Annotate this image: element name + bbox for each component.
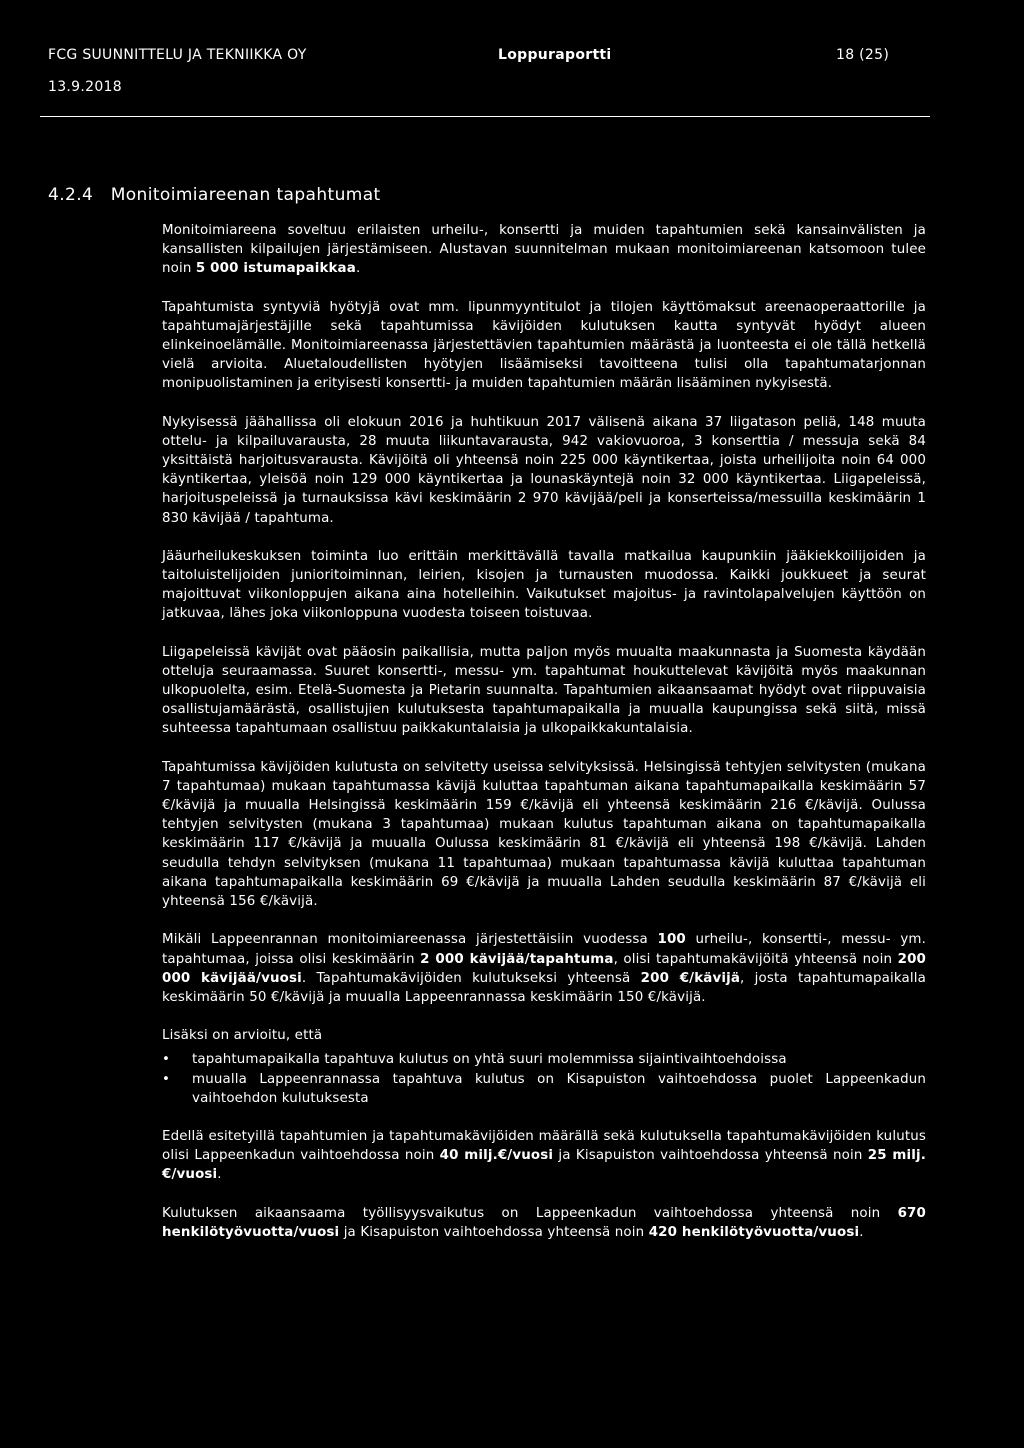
header-divider	[40, 116, 930, 117]
paragraph-text: , olisi tapahtumakävijöitä yhteensä noin	[613, 951, 898, 967]
paragraph-consumption-studies: Tapahtumissa kävijöiden kulutusta on selvitetty useissa selvityksissä. Helsingissä tehtyjen selvitysten (mukana 7 tapahtumaa) mukaan tapahtumassa kävijä kuluttaa tapahtuman aikana tapahtumapaikalla keskimäärin 57 €/kävijä ja muualla Helsingissä keskimäärin 159 €/kävijä eli yhteensä keskimäärin 216 €/kävijä. Oulussa tehtyjen selvitysten (mukana 3 tapahtumaa) mukaan kulutus tapahtuman aikana on tapahtumapaikalla keskimäärin 117 €/kävijä ja muualla Oulussa keskimäärin 81 €/kävijä eli yhteensä 198 €/kävijä. Lahden seudulla tehdyn selvityksen (mukana 11 tapahtumaa) mukaan tapahtumassa kävijä kuluttaa tapahtuman aikana tapahtumapaikalla keskimäärin 69 €/kävijä ja muualla Lahden seudulla keskimäärin 87 €/kävijä eli yhteensä 156 €/kävijä.	[162, 759, 926, 910]
section-number: 4.2.4	[48, 185, 94, 205]
report-title: Loppuraportti	[498, 47, 612, 63]
paragraph-text: urheilu-, konsertti-, messu- ym. tapahtumaa, joissa olisi keskimäärin	[162, 932, 926, 967]
seat-count: 5 000 istumapaikkaa	[195, 261, 356, 277]
event-count: 100	[657, 932, 686, 948]
paragraph-ice-sports-tourism: Jääurheilukeskuksen toiminta luo erittäin merkittävällä tavalla matkailua kaupunkiin jääkiekkoilijoiden ja taitoluistelijoiden junioritoiminnan, leirien, kisojen ja turnausten muodossa. Kaikki joukkueet ja seurat majoittuvat viikonloppujen aikana aina hotelleihin. Vaikutukset majoitus- ja ravintolapalvelujen käyttöön on jatkuvaa, lähes joka viikonloppuna vuodesta toiseen toistuvaa.	[162, 548, 926, 622]
paragraph-text: ja Kisapuiston vaihtoehdossa yhteensä noin	[339, 1224, 649, 1240]
paragraph-text: Monitoimiareena soveltuu erilaisten urheilu-, konsertti ja muiden tapahtumien sekä kansainvälisten ja kansallisten kilpailujen järjestämiseen. Alustavan suunnitelman mukaan monitoimiareenan katsomoon tulee noin	[162, 223, 926, 277]
employment-lappeenkatu: 670 henkilötyövuotta/vuosi	[162, 1205, 926, 1240]
bullet-icon: •	[162, 1071, 171, 1087]
consumption-lappeenkatu: 40 milj.€/vuosi	[439, 1148, 554, 1164]
paragraph-arena-suitability	[162, 221, 926, 279]
paragraph-text: .	[217, 1167, 222, 1183]
paragraph-text: , josta tapahtumapaikalla keskimäärin 50 €/kävijä ja muualla Lappeenrannassa keskimäärin 150 €/kävijä.	[162, 970, 926, 1005]
paragraph-text: Mikäli Lappeenrannan monitoimiareenassa järjestettäisiin vuodessa	[162, 932, 658, 948]
list-item	[162, 1070, 926, 1108]
bullet-icon: •	[162, 1052, 171, 1068]
paragraph-employment-effect	[162, 1204, 926, 1242]
list-item-text: tapahtumapaikalla tapahtuva kulutus on yhtä suuri molemmissa sijaintivaihtoehdoissa	[192, 1052, 787, 1068]
paragraph-event-benefits: Tapahtumista syntyviä hyötyjä ovat mm. lipunmyyntitulot ja tilojen käyttömaksut areenaoperaattorille ja tapahtumajärjestäjille sekä tapahtumissa kävijöiden kulutuksen kautta syntyvät hyödyt alueen elinkeinoelämälle. Monitoimiareenassa järjestettävien tapahtumien määrästä ja luonteesta ei ole tällä hetkellä vielä arvioita. Aluetaloudellisten hyötyjen lisäämiseksi tavoitteena tulisi olla tapahtumatarjonnan monipuolistaminen ja erityisesti konsertti- ja muiden tapahtumien määrän lisääminen nykyisestä.	[162, 299, 926, 392]
employment-kisapuisto: 420 henkilötyövuotta/vuosi	[648, 1224, 860, 1240]
page-header	[48, 47, 928, 71]
paragraph-text: Kulutuksen aikaansaama työllisyysvaikutus on Lappeenkadun vaihtoehdossa yhteensä noin	[162, 1205, 898, 1221]
visitors-per-year: 200 000 kävijää/vuosi	[162, 951, 927, 986]
list-item	[162, 1050, 926, 1069]
company-name: FCG SUUNNITTELU JA TEKNIIKKA OY	[48, 47, 307, 63]
spend-per-visitor: 200 €/kävijä	[640, 970, 741, 986]
assumptions-list	[162, 1050, 926, 1108]
paragraph-lappeenranta-estimate	[162, 930, 926, 1007]
section-heading	[48, 185, 381, 205]
consumption-kisapuisto: 25 milj.€/vuosi	[162, 1148, 926, 1183]
paragraph-league-visitors: Liigapeleissä kävijät ovat pääosin paikallisia, mutta paljon myös muualta maakunnasta ja Suomesta käydään otteluja seuraamassa. Suuret konsertti-, messu- ym. tapahtumat houkuttelevat kävijöitä myös maakunnan ulkopuolelta, esim. Etelä-Suomesta ja Pietarin suunnalta. Tapahtumien aikaansaamat hyödyt ovat riippuvaisia osallistujamäärästä, osallistujien kulutuksesta tapahtumapaikalla ja muualla kaupungissa sekä siitä, missä suhteessa tapahtumaan osallistuu paikkakuntalaisia ja ulkopaikkakuntalaisia.	[162, 644, 926, 737]
paragraph-current-ice-hall: Nykyisessä jäähallissa oli elokuun 2016 ja huhtikuun 2017 välisenä aikana 37 liigatason peliä, 148 muuta ottelu- ja kilpailuvarausta, 28 muuta liikuntavarausta, 942 vakiovuoroa, 3 konserttia / messuja sekä 84 yksittäistä harjoitusvarausta. Kävijöitä oli yhteensä noin 225 000 käyntikertaa, joista urheilijoita noin 64 000 käyntikertaa, yleisöä noin 129 000 käyntikertaa ja lounaskäyntejä noin 32 000 käyntikertaa. Liigapeleissä, harjoituspeleissä ja turnauksissa kävi keskimäärin 2 970 kävijää/peli ja konserteissa/messuilla keskimäärin 1 830 kävijää / tapahtuma.	[162, 414, 926, 526]
document-body	[162, 221, 926, 1261]
paragraph-assumptions-intro: Lisäksi on arvioitu, että	[162, 1028, 323, 1044]
visitors-per-event: 2 000 kävijää/tapahtuma	[420, 951, 614, 967]
paragraph-text: . Tapahtumakävijöiden kulutukseksi yhteensä	[301, 970, 641, 986]
paragraph-text: .	[859, 1224, 864, 1240]
paragraph-text: .	[355, 261, 361, 277]
paragraph-text: Edellä esitetyillä tapahtumien ja tapahtumakävijöiden määrällä sekä kulutuksella tapahtumakävijöiden kulutus olisi Lappeenkadun vaihtoehdossa noin	[162, 1128, 926, 1164]
report-date: 13.9.2018	[48, 79, 122, 95]
section-title: Monitoimiareenan tapahtumat	[110, 185, 381, 205]
paragraph-text: ja Kisapuiston vaihtoehdossa yhteensä noin	[553, 1148, 868, 1164]
paragraph-total-consumption	[162, 1127, 926, 1185]
list-item-text: muualla Lappeenrannassa tapahtuva kulutus on Kisapuiston vaihtoehdossa puolet Lappeenkadun vaihtoehdon kulutuksesta	[192, 1071, 926, 1106]
page-number: 18 (25)	[836, 47, 890, 63]
